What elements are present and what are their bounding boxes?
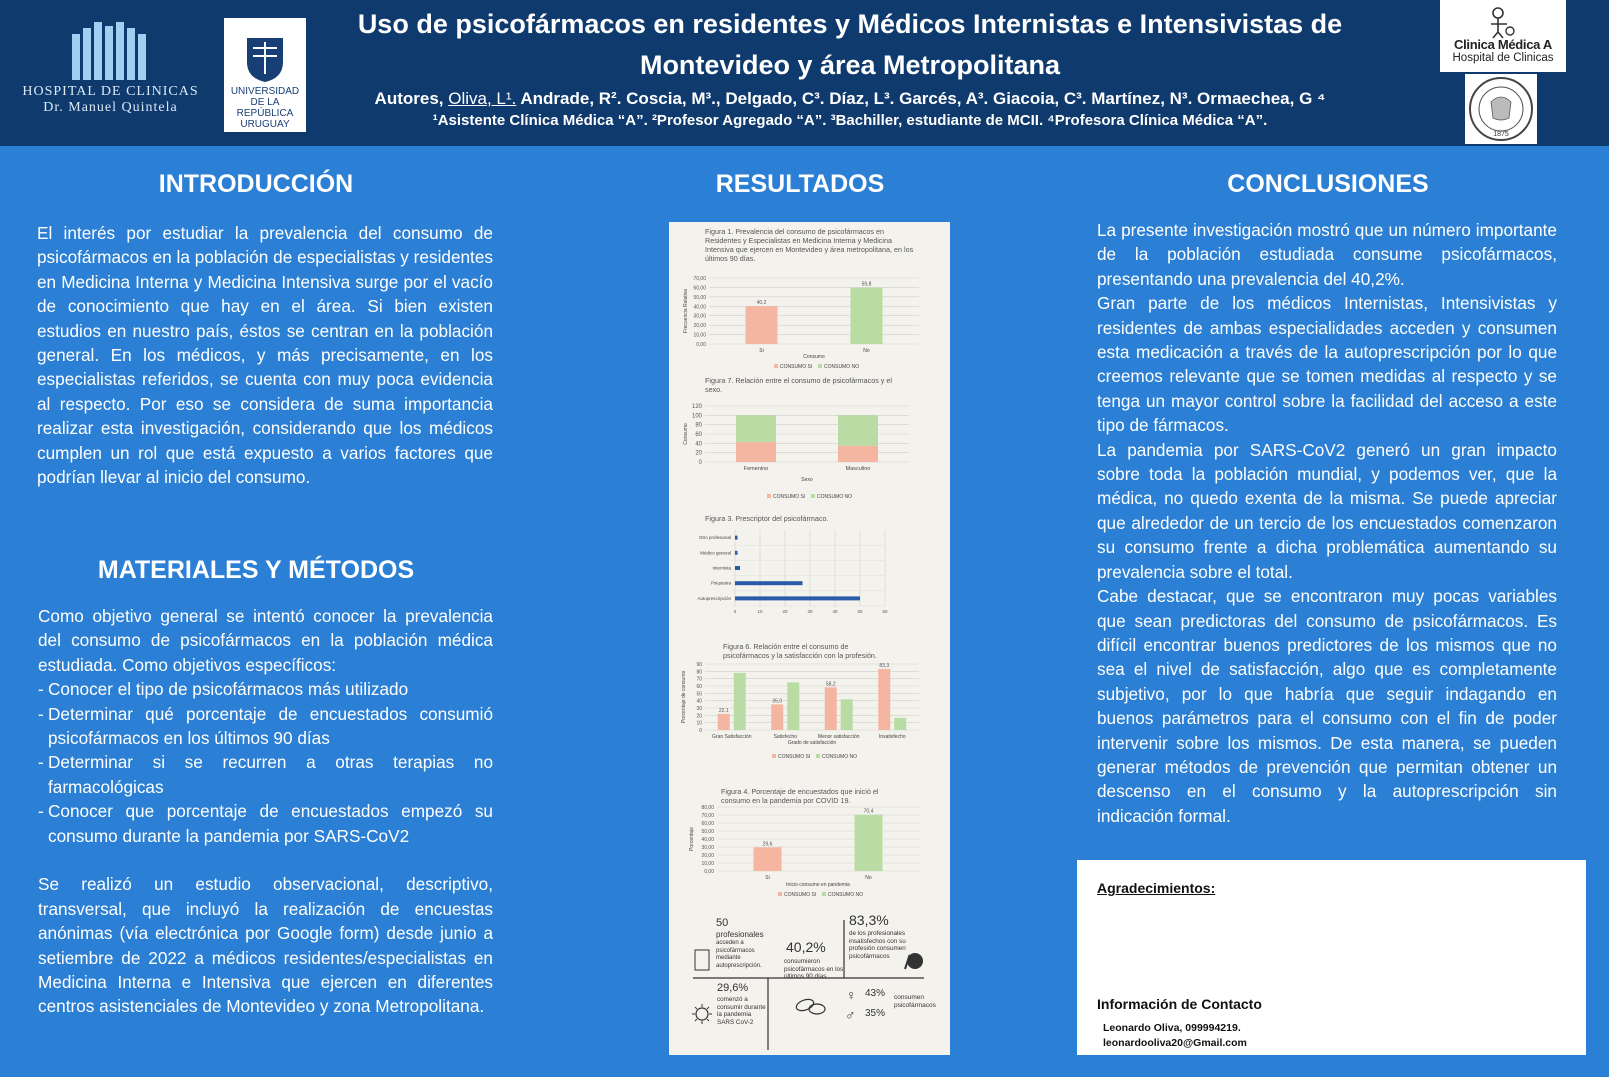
poster-title [310,4,1390,86]
y-tick-label: 40 [695,441,702,448]
y-tick-label: 50,00 [693,294,706,301]
figure-4-chart [669,785,950,913]
bar [736,442,776,462]
bar [851,288,883,344]
methods-title: MATERIALES Y MÉTODOS [97,556,415,584]
stat1-value: 50 [716,917,729,929]
legend-label: CONSUMO SI [778,754,811,760]
hospital-logo-icon [70,20,150,80]
x-tick-label: 20 [782,609,788,614]
university-logo [224,18,306,132]
y-tick-label: Autoprescripción [697,595,731,601]
university-line: URUGUAY [240,119,290,130]
bar [735,536,738,540]
university-line: UNIVERSIDAD [230,86,300,97]
figure-4-caption: Figura 4. Porcentaje de encuestados que inició el consumo en la pandemia por COVID 19. [721,787,879,805]
y-tick-label: 40,00 [701,837,714,843]
stat4-desc: comenzó a consumir durante la pandemia SARS CoV-2 [717,996,766,1026]
virus-icon [692,1004,712,1024]
figure-1 [669,222,950,374]
x-tick-label: No [863,348,870,354]
bar [838,446,878,462]
figure-6-chart [669,640,950,770]
y-tick-label: 50 [696,691,702,698]
data-label: 58,2 [825,681,836,688]
y-axis-label: Consumo [683,423,689,445]
y-tick-label: 70,00 [693,276,706,282]
y-tick-label: 20 [695,450,702,457]
legend-label: CONSUMO SI [780,364,813,370]
x-tick-label: Masculino [845,466,871,472]
legend-swatch [774,364,778,368]
stat2-value: 40,2% [786,939,826,955]
data-label: 29,6 [762,841,773,848]
y-tick-label: Otro profesional [698,535,731,541]
female-icon: ♀ [846,987,857,1003]
data-label: 83,3 [879,662,890,669]
female-value: 43% [865,988,886,999]
legend-swatch [772,754,776,758]
clinic-figure-icon [1483,6,1519,40]
legend-swatch [822,892,826,896]
x-tick-label: 10 [757,609,763,614]
figure-3-chart [669,512,950,632]
legend-swatch [778,892,782,896]
bar [746,306,778,344]
title-line: Uso de psicofármacos en residentes y Médicos Internistas e Intensivistas de [357,9,1343,39]
x-tick-label: 30 [807,609,813,614]
clinic-logo-name: Clinica Médica A [1453,37,1553,52]
conclusions-title: CONCLUSIONES [1227,170,1429,198]
data-label: 70,4 [863,808,874,815]
figure-6-caption: Figura 6. Relación entre el consumo de psicofármacos y la satisfacción con la profesión. [723,642,877,660]
figure-7-chart [669,374,950,504]
intro-text: El interés por estudiar la prevalencia del consumo de psicofármacos en la población de especialistas y residentes en Medicina Interna y Medicina Intensiva surge por el vacío de conocimiento que hay en el área. Si bien existen estudios en nuestro país, éstos se centran en la población general. En los médicos, y más precisamente, en los especialistas referidos, se cuenta con muy poca evidencia al respecto. Por eso se considera de suma importancia realizar esta investigación, considerando que los médicos cumplen un rol que está expuesto a varios factores que podrían llevar al inicio del consumo. [37,223,493,488]
y-tick-label: 70 [696,676,702,683]
pills-icon [795,997,825,1014]
bar [734,673,746,730]
methods-bullet: - Conocer el tipo de psicofármacos más utilizado [38,677,493,701]
faculty-seal [1465,74,1537,144]
x-axis-label: Consumo [803,354,825,360]
hospital-subname: Dr. Manuel Quintela [43,100,178,115]
x-tick-label: No [865,875,872,881]
x-axis-label: Inicio consumo en pandemia [786,882,850,888]
acknowledgements-title: Agradecimientos: [1097,880,1216,896]
legend-label: CONSUMO SI [784,892,817,898]
bar [825,687,837,730]
stat1-label: profesionales [716,930,764,939]
bar [838,415,878,445]
legend-label: CONSUMO NO [824,364,859,370]
legend-label: CONSUMO NO [822,754,857,760]
bar [855,815,883,871]
clinic-logo [1440,0,1566,72]
data-label: 59,8 [861,281,872,288]
y-tick-label: 70,00 [701,813,714,819]
seal-year: 1875 [1493,131,1509,138]
methods-intro: Como objetivo general se intentó conocer la prevalencia del consumo de psicofármacos en la población médica estudiada. Como objetivos específicos: [38,606,493,675]
x-tick-label: 40 [832,609,838,614]
y-tick-label: Médico general [700,550,731,556]
title-line: Montevideo y área Metropolitana [639,50,1061,80]
contact-name-phone: Leonardo Oliva, 099994219. [1103,1022,1241,1034]
intro-title: INTRODUCCIÓN [158,170,354,198]
bar [735,566,740,570]
bar [787,682,799,730]
x-tick-label: Gran Satisfacción [712,734,752,740]
figure-1-chart [669,222,950,374]
x-tick-label: Satisfecho [773,734,797,740]
x-axis-label: Sexo [801,477,813,483]
sex-desc: consumen psicofármacos [894,994,936,1009]
bullet-text: Determinar si se recurren a otras terapias no farmacológicas [48,752,493,797]
y-tick-label: 10,00 [693,332,706,339]
y-tick-label: 40 [696,698,702,705]
y-tick-label: Internista [712,565,731,571]
y-tick-label: 30,00 [701,845,714,851]
bar [735,551,738,555]
y-tick-label: 20,00 [693,323,706,330]
methods-text2: Se realizó un estudio observacional, descriptivo, transversal, que incluyó la realización de encuestas anónimas (vía electrónica por Google form) desde junio a setiembre de 2022 a médicos residentes/especialistas en Medicina Interna e Intensiva que ejercen en diferentes centros asistenciales de Montevideo y zona Metropolitana. [38,874,493,1017]
stat2-desc: consumieron psicofármacos en los últimos 90 días [784,958,844,980]
y-tick-label: 30,00 [693,313,706,320]
y-tick-label: 20 [696,713,702,720]
bar [735,596,860,600]
figure-4 [669,785,950,913]
x-tick-label: Menor satisfacción [817,734,860,740]
y-axis-label: Frecuencia Relativa [683,288,689,334]
legend-label: CONSUMO NO [828,892,863,898]
x-tick-label: 60 [882,609,888,614]
contact-title: Información de Contacto [1097,996,1262,1012]
y-tick-label: 10,00 [701,861,714,867]
university-crest-icon [244,34,286,84]
bar [718,714,730,730]
y-tick-label: Psiquiatra [710,580,731,586]
university-line: DE LA REPÚBLICA [236,97,294,119]
seal-icon [1465,74,1537,144]
data-label: 22,1 [718,707,729,714]
data-label: 40,2 [756,300,767,307]
y-tick-label: 10 [696,720,702,727]
conclusions-paragraph: La pandemia por SARS-CoV2 generó un gran impacto sobre toda la población mundial, y podemos ver, que la médica, no quedo exenta de la misma. Se puede apreciar que alrededor de un tercio de los encuestados comenzaron su consumo frente a dicha problemática aumentando su prevalencia sobre el total. [1097,439,1557,582]
y-axis-label: Porcentaje de consumo [681,670,687,724]
y-tick-label: 60 [695,432,702,438]
y-tick-label: 60 [696,684,702,690]
bar [894,718,906,730]
figure-6 [669,640,950,770]
bar [771,704,783,730]
x-tick-label: 0 [733,609,737,614]
figure-1-caption: Figura 1. Prevalencia del consumo de psicofármacos en Residentes y Especialistas en Medicina Interna y Medicina Intensiva que ejercen en Montevideo y área metropolitana, en los últimos 90 días. [705,227,914,263]
y-tick-label: 20,00 [701,853,714,859]
x-tick-label: Femenino [743,466,769,472]
legend-swatch [811,494,815,498]
y-tick-label: 0,00 [696,342,706,348]
y-tick-label: 50,00 [701,829,714,835]
conclusions-paragraph: Cabe destacar, que se encontraron muy pocas variables que sean predictoras del consumo de psicofármacos. Es difícil encontrar buenos predictores de los mismos que no sea el nivel de satisfacción, algo que es completamente subjetivo, por lo que habría que seguir indagando en buenos parámetros para el consumo con el fin de poder intervenir sobre los mismos. De esta manera, se pueden generar métodos de prevención que permitan obtener un descenso en el consumo y la autoprescripción sin indicación formal. [1097,586,1557,826]
conclusions-paragraph: Gran parte de los médicos Internistas, Intensivistas y residentes de ambas especialidades acceden y consumen esta medicación a través de la autoprescripción por lo que creemos relevante que se tomen medidas al respecto y se tenga un mayor control sobre la facilidad del acceso a este tipo de fármacos. [1097,293,1557,436]
authors [310,88,1390,110]
first-author: Oliva, L¹. [448,89,517,108]
y-tick-label: 80 [696,669,702,676]
y-tick-label: 90 [696,662,702,668]
other-authors: Andrade, R². Coscia, M³., Delgado, C³. Díaz, L³. Garcés, A³. Giacoia, C³. Martínez, N³. Ormaechea, G ⁴ [520,89,1326,108]
header-banner [0,0,1609,146]
x-tick-label: Insatisfecho [878,734,906,740]
bar [878,669,890,730]
figure-3-caption: Figura 3. Prescriptor del psicofármaco. [705,514,829,523]
x-axis-label: Grado de satisfacción [787,740,837,746]
clinic-logo-sub: Hospital de Clinicas [1452,52,1554,64]
results-panel [669,222,950,1055]
x-tick-label: Si [765,875,770,881]
hospital-name: HOSPITAL DE CLINICAS [22,84,199,99]
bar [841,699,853,730]
legend-swatch [818,364,822,368]
legend-label: CONSUMO NO [817,494,852,500]
results-title: RESULTADOS [715,170,885,198]
legend-label: CONSUMO SI [773,494,806,500]
bullet-text: Conocer que porcentaje de encuestados empezó su consumo durante la pandemia por SARS-CoV2 [48,801,493,846]
x-tick-label: Si [759,348,764,354]
bar [736,415,776,442]
y-tick-label: 60,00 [693,285,706,292]
methods-bullet: - Conocer que porcentaje de encuestados empezó su consumo durante la pandemia por SARS-CoV2 [38,799,493,848]
y-tick-label: 40,00 [693,304,706,311]
y-tick-label: 80,00 [701,805,714,811]
authors-label: Autores, [374,89,444,108]
stat3-desc: de los profesionales insatisfechos con su profesión consumen psicofármacos [849,930,906,960]
info-box [1077,860,1586,1055]
stat1-desc: acceden a psicofármacos mediante autoprescripción. [716,940,762,969]
legend-swatch [816,754,820,758]
methods-bullet: - Determinar qué porcentaje de encuestados consumió psicofármacos en los últimos 90 días [38,702,493,751]
y-tick-label: 80 [695,422,702,429]
y-tick-label: 0,00 [704,869,714,875]
x-tick-label: 50 [857,609,863,614]
conclusions-text [1097,218,1557,828]
affiliations: ¹Asistente Clínica Médica “A”. ²Profesor Agregado “A”. ³Bachiller, estudiante de MCII. ⁴Profesora Clínica Médica “A”. [432,112,1268,129]
male-icon: ♂ [845,1007,856,1023]
contact-email[interactable]: leonardooliva20@Gmail.com [1103,1037,1247,1049]
bullet-text: Conocer el tipo de psicofármacos más utilizado [48,679,409,700]
y-tick-label: 100 [691,413,702,420]
infographic [669,914,950,1055]
y-tick-label: 0 [699,728,702,734]
figure-7 [669,374,950,504]
y-tick-label: 120 [691,404,702,410]
document-icon [695,950,709,970]
legend-swatch [767,494,771,498]
y-tick-label: 30 [696,706,702,712]
methods-bullet: - Determinar si se recurren a otras terapias no farmacológicas [38,750,493,799]
data-label: 35,0 [772,698,783,705]
methods-text [38,604,493,1019]
y-tick-label: 0 [698,460,702,466]
stat3-value: 83,3% [849,912,889,928]
male-value: 35% [865,1008,886,1019]
figure-7-caption: Figura 7. Relación entre el consumo de psicofármacos y el sexo. [705,376,892,394]
stat4-value: 29,6% [717,982,749,994]
bullet-text: Determinar qué porcentaje de encuestados consumió psicofármacos en los últimos 90 días [48,703,493,749]
y-tick-label: 60,00 [701,821,714,827]
figure-3 [669,512,950,632]
conclusions-paragraph: La presente investigación mostró que un número importante de la población estudiada consume psicofármacos, presentando una prevalencia del 40,2%. [1097,220,1557,289]
hospital-logo [8,18,213,128]
bar [754,847,782,871]
y-axis-label: Porcentaje [689,827,695,851]
bar [735,581,803,585]
